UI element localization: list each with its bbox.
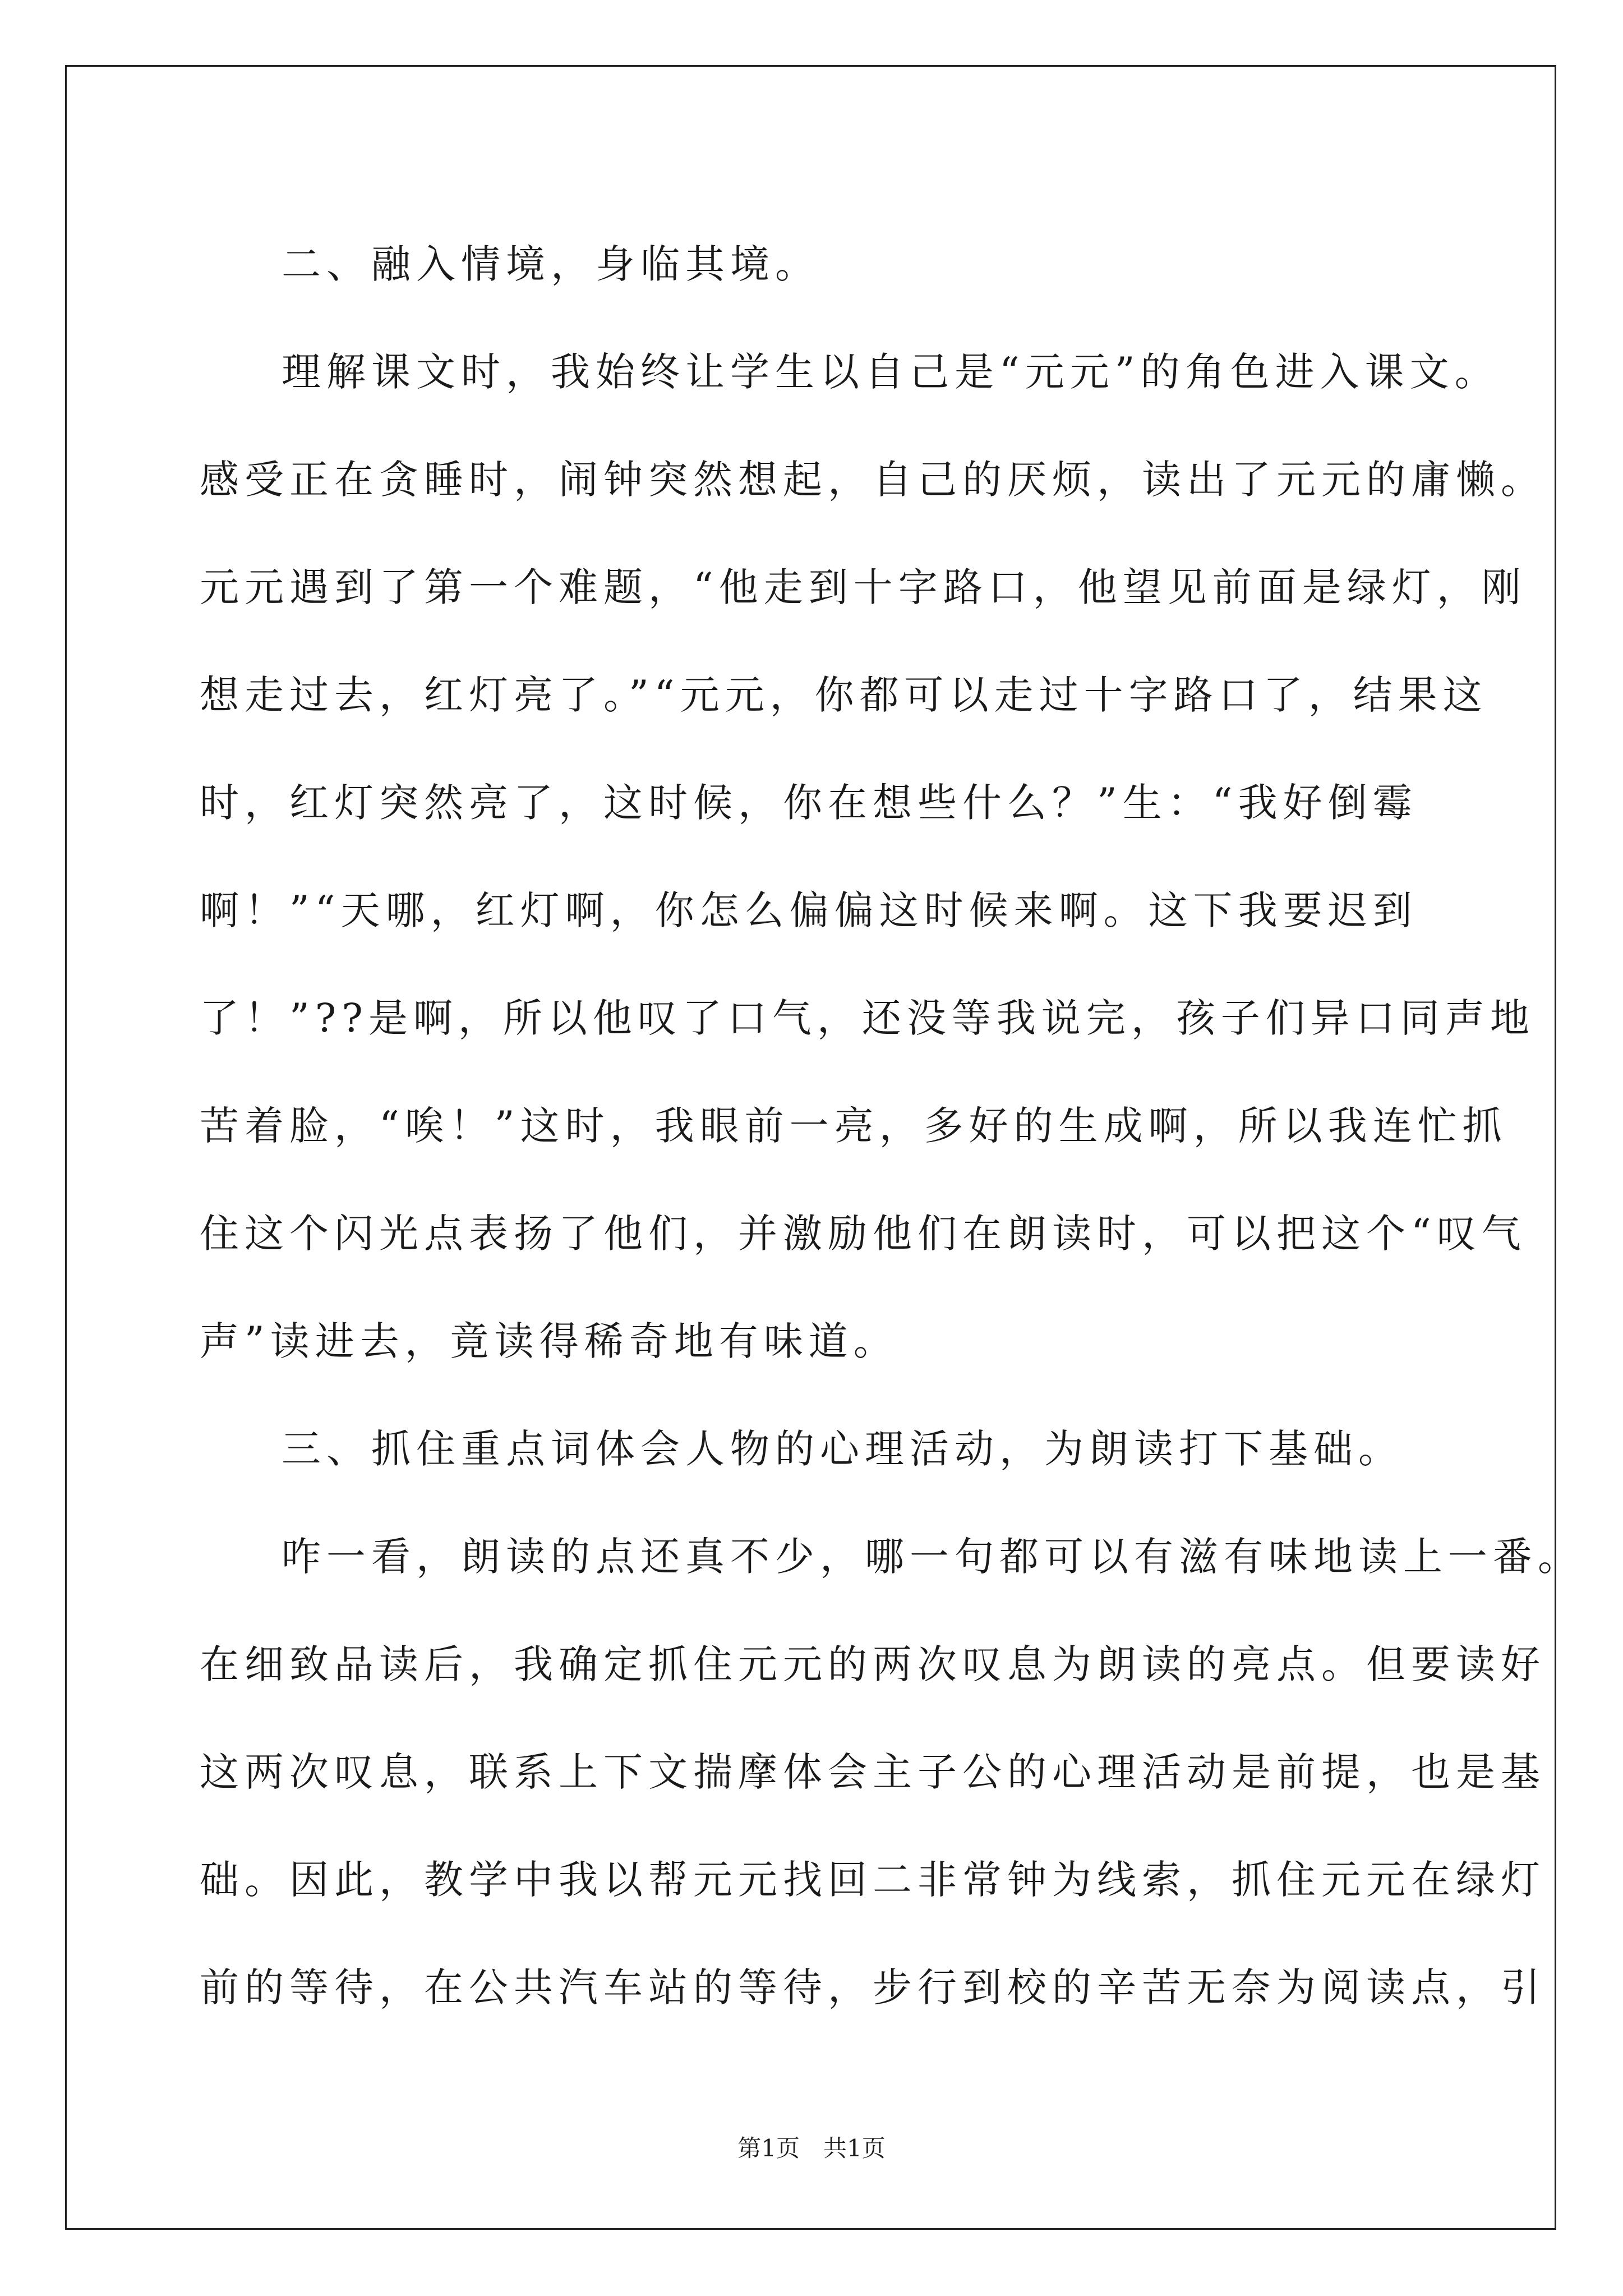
text-line: 住这个闪光点表扬了他们，并激励他们在朗读时，可以把这个“叹气 xyxy=(200,1211,1527,1257)
page-footer: 第1页 共1页 xyxy=(737,2134,886,2162)
text-line: 础。因此，教学中我以帮元元找回二非常钟为线索，抓住元元在绿灯 xyxy=(200,1857,1546,1903)
text-line: 前的等待，在公共汽车站的等待，步行到校的辛苦无奈为阅读点，引 xyxy=(200,1964,1546,2010)
text-line: 时，红灯突然亮了，这时候，你在想些什么？”生：“我好倒霉 xyxy=(200,780,1418,826)
text-line: 元元遇到了第一个难题，“他走到十字路口，他望见前面是绿灯，刚 xyxy=(200,564,1527,610)
text-line: 理解课文时，我始终让学生以自己是“元元”的角色进入课文。 xyxy=(282,349,1500,395)
text-line: 声”读进去，竟读得稀奇地有味道。 xyxy=(200,1318,898,1364)
text-line: 感受正在贪睡时，闹钟突然想起，自己的厌烦，读出了元元的庸懒。 xyxy=(200,457,1546,503)
text-line: 了！”??是啊，所以他叹了口气，还没等我说完，孩子们异口同声地 xyxy=(200,995,1535,1041)
text-line: 啊！”“天哪，红灯啊，你怎么偏偏这时候来啊。这下我要迟到 xyxy=(200,887,1418,933)
text-line: 二、融入情境，身临其境。 xyxy=(282,241,820,287)
document-body xyxy=(200,210,1583,2041)
text-line: 这两次叹息，联系上下文揣摩体会主子公的心理活动是前提，也是基 xyxy=(200,1749,1546,1795)
text-line: 苦着脸，“唉！”这时，我眼前一亮，多好的生成啊，所以我连忙抓 xyxy=(200,1103,1507,1149)
text-line: 咋一看，朗读的点还真不少，哪一句都可以有滋有味地读上一番。 xyxy=(282,1534,1583,1580)
text-line: 想走过去，红灯亮了。”“元元，你都可以走过十字路口了，结果这 xyxy=(200,672,1488,718)
text-line: 三、抓住重点词体会人物的心理活动，为朗读打下基础。 xyxy=(282,1426,1403,1472)
text-line: 在细致品读后，我确定抓住元元的两次叹息为朗读的亮点。但要读好 xyxy=(200,1641,1546,1687)
